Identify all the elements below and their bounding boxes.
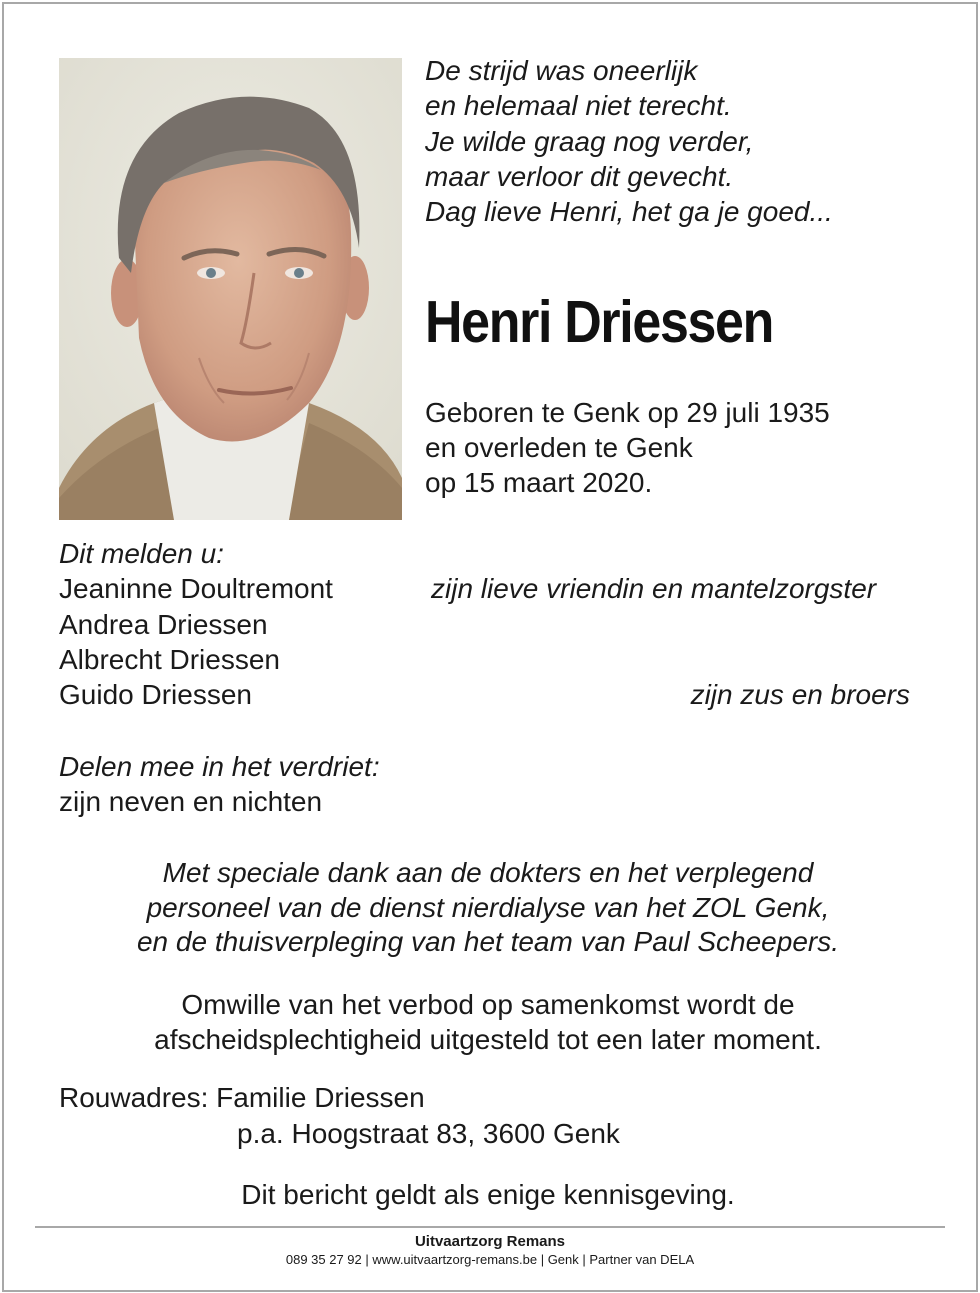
closing-note: Dit bericht geldt als enige kennisgeving. (241, 1179, 735, 1210)
thanks-line: personeel van de dienst nierdialyse van het ZOL Genk, (146, 891, 830, 923)
announcers-heading: Dit melden u: (59, 538, 224, 569)
announcer-name: Albrecht Driessen (59, 644, 280, 675)
notice-line: afscheidsplechtigheid uitgesteld tot een later moment. (154, 1023, 822, 1055)
birth-death-info (425, 395, 830, 500)
poem-line: maar verloor dit gevecht. (425, 160, 734, 192)
address-line: Rouwadres: Familie Driessen (59, 1082, 425, 1113)
thanks-line: Met speciale dank aan de dokters en het verplegend (162, 857, 814, 888)
poem-line: Je wilde graag nog verder, (425, 125, 754, 157)
poem-line: Dag lieve Henri, het ga je goed... (425, 196, 833, 228)
thanks-line: en de thuisverpleging van het team van Paul Scheepers. (136, 926, 839, 957)
relation-label: zijn lieve vriendin en mantelzorgster (431, 573, 877, 604)
notice-line: Omwille van het verbod op samenkomst wordt de (181, 989, 795, 1020)
footer-divider (35, 1226, 945, 1228)
address-line: p.a. Hoogstraat 83, 3600 Genk (237, 1118, 620, 1149)
relation-label: zijn zus en broers (690, 679, 910, 710)
announcer-name: Andrea Driessen (59, 609, 268, 640)
announcer-name: Jeaninne Doultremont (59, 573, 333, 604)
date-line: Geboren te Genk op 29 juli 1935 (425, 397, 830, 428)
date-line: op 15 maart 2020. (425, 467, 653, 498)
sharing-text: zijn neven en nichten (59, 786, 323, 817)
notice-paragraph (0, 988, 976, 1057)
thanks-paragraph (0, 856, 976, 960)
poem (425, 53, 945, 229)
portrait-photo (59, 58, 402, 520)
sharing-heading: Delen mee in het verdriet: (59, 751, 380, 782)
date-line: en overleden te Genk (425, 432, 693, 463)
funeral-home-name: Uitvaartzorg Remans (414, 1233, 566, 1250)
funeral-home-contact: 089 35 27 92 | www.uitvaartzorg-remans.be | Genk | Partner van DELA (285, 1252, 695, 1267)
poem-line: De strijd was oneerlijk (425, 55, 698, 86)
announcer-name: Guido Driessen (59, 679, 252, 710)
portrait-illustration (59, 58, 402, 520)
poem-line: en helemaal niet terecht. (425, 90, 732, 122)
deceased-name: Henri Driessen (425, 289, 774, 355)
